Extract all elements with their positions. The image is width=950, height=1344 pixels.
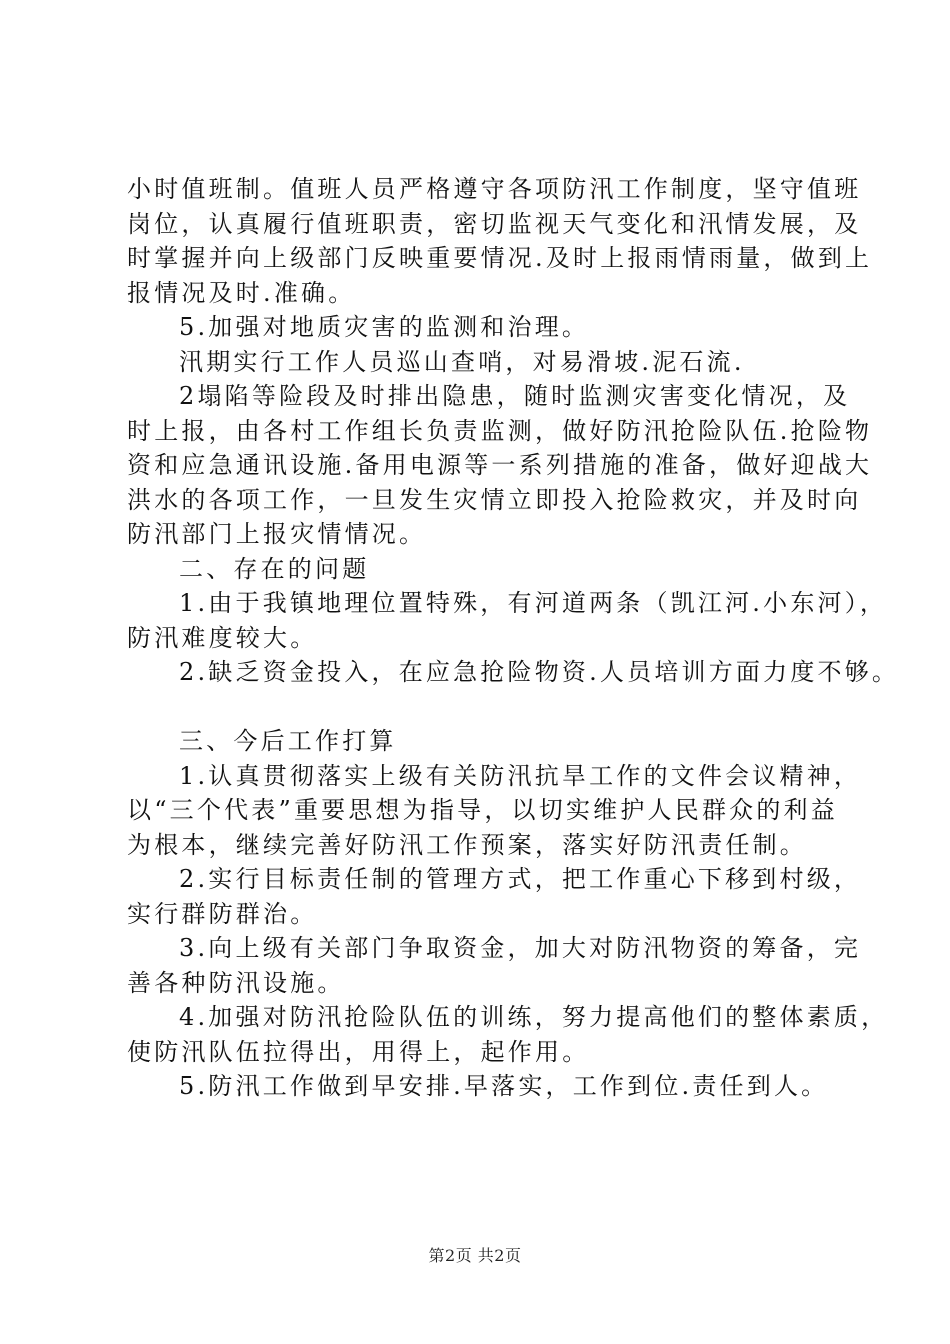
text-line: 2塌陷等险段及时排出隐患，随时监测灾害变化情况，及 (179, 382, 851, 410)
text-line: 3.向上级有关部门争取资金，加大对防汛物资的筹备，完 (179, 934, 862, 962)
section-heading: 二、存在的问题 (179, 554, 370, 583)
text-line: 时上报，由各村工作组长负责监测，做好防汛抢险队伍.抢险物 (127, 416, 873, 445)
text-line: 防汛部门上报灾情情况。 (127, 520, 427, 548)
text-line: 2.实行目标责任制的管理方式，把工作重心下移到村级， (179, 865, 862, 893)
text-line: 1.由于我镇地理位置特殊，有河道两条（凯江河.小东河）， (179, 589, 888, 617)
text-line: 2.缺乏资金投入，在应急抢险物资.人员培训方面力度不够。 (179, 658, 900, 686)
text-line: 4.加强对防汛抢险队伍的训练，努力提高他们的整体素质， (179, 1003, 889, 1031)
text-line: 资和应急通讯设施.备用电源等一系列措施的准备，做好迎战大 (127, 451, 873, 479)
paragraph-gap (127, 690, 847, 725)
text-line: 1.认真贯彻落实上级有关防汛抗旱工作的文件会议精神， (179, 761, 862, 790)
page-number-footer: 第2页 共2页 (428, 1246, 522, 1265)
text-line: 5.加强对地质灾害的监测和治理。 (179, 313, 590, 341)
text-line: 时掌握并向上级部门反映重要情况.及时上报雨情雨量，做到上 (127, 244, 873, 272)
text-line: 防汛难度较大。 (127, 623, 318, 652)
text-line: 5.防汛工作做到早安排.早落实，工作到位.责任到人。 (179, 1072, 829, 1100)
text-line: 实行群防群治。 (127, 899, 318, 928)
text-line: 为根本，继续完善好防汛工作预案，落实好防汛责任制。 (127, 830, 807, 859)
document-body (127, 172, 900, 1104)
text-line: 小时值班制。值班人员严格遵守各项防汛工作制度，坚守值班 (127, 175, 862, 203)
text-line: 使防汛队伍拉得出，用得上，起作用。 (127, 1037, 590, 1066)
text-line: 岗位，认真履行值班职责，密切监视天气变化和汛情发展，及 (127, 209, 862, 238)
section-heading: 三、今后工作打算 (179, 727, 397, 755)
text-line: 善各种防汛设施。 (127, 968, 345, 997)
text-line: 汛期实行工作人员巡山查哨，对易滑坡.泥石流. (179, 347, 745, 376)
text-line: 以“三个代表”重要思想为指导，以切实维护人民群众的利益 (127, 796, 838, 824)
text-line: 洪水的各项工作，一旦发生灾情立即投入抢险救灾，并及时向 (127, 485, 862, 514)
text-line: 报情况及时.准确。 (127, 278, 356, 307)
